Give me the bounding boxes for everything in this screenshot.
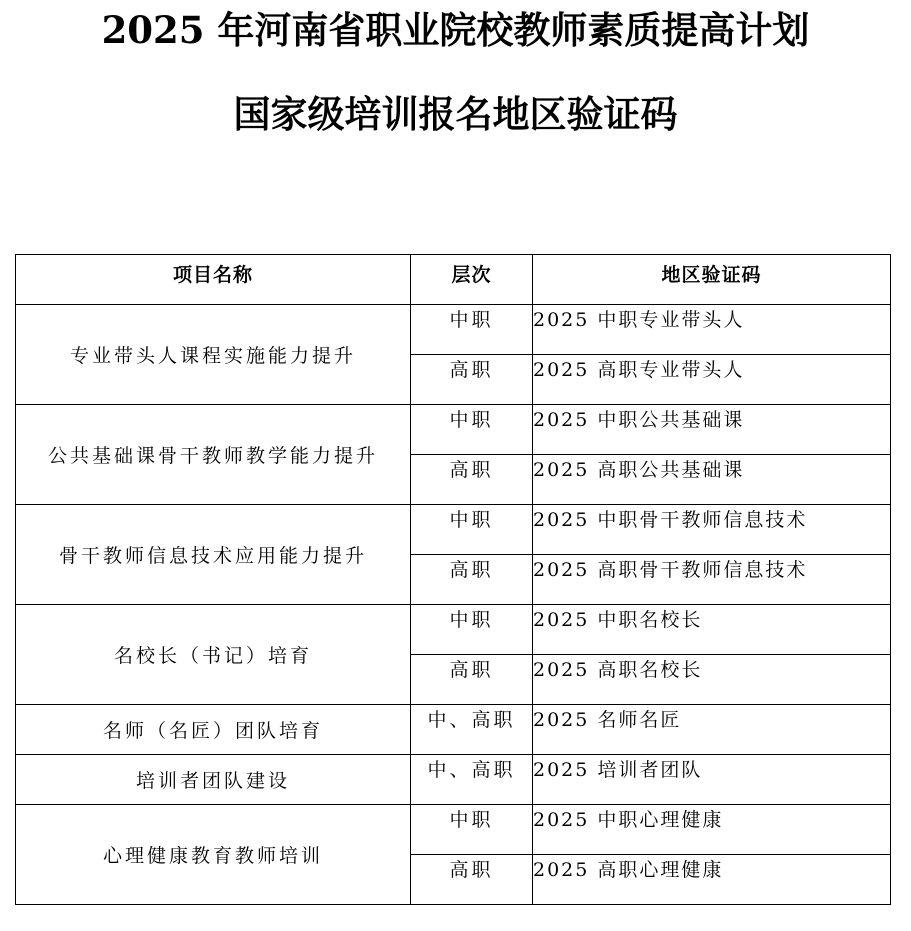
level-cell: 中职 xyxy=(411,505,533,555)
code-cell: 2025 高职名校长 xyxy=(533,655,891,705)
table-row xyxy=(16,605,891,655)
level-cell: 中职 xyxy=(411,605,533,655)
level-cell: 高职 xyxy=(411,655,533,705)
level-cell: 中职 xyxy=(411,405,533,455)
verification-code-table xyxy=(15,254,891,905)
code-cell: 2025 中职专业带头人 xyxy=(533,305,891,355)
header-level: 层次 xyxy=(411,255,533,305)
code-cell: 2025 高职专业带头人 xyxy=(533,355,891,405)
table-row xyxy=(16,405,891,455)
level-cell: 高职 xyxy=(411,555,533,605)
code-cell: 2025 名师名匠 xyxy=(533,705,891,755)
code-cell: 2025 中职心理健康 xyxy=(533,805,891,855)
project-name-cell: 骨干教师信息技术应用能力提升 xyxy=(16,505,411,605)
project-name-cell: 公共基础课骨干教师教学能力提升 xyxy=(16,405,411,505)
level-cell: 中、高职 xyxy=(411,705,533,755)
table-row xyxy=(16,505,891,555)
table-row xyxy=(16,705,891,755)
code-cell: 2025 中职骨干教师信息技术 xyxy=(533,505,891,555)
document-title: 2025 年河南省职业院校教师素质提高计划 xyxy=(101,8,810,52)
table-header-row xyxy=(16,255,891,305)
level-cell: 中职 xyxy=(411,805,533,855)
project-name-cell: 名校长（书记）培育 xyxy=(16,605,411,705)
level-cell: 高职 xyxy=(411,855,533,905)
project-name-cell: 培训者团队建设 xyxy=(16,755,411,805)
code-cell: 2025 培训者团队 xyxy=(533,755,891,805)
table-row xyxy=(16,805,891,855)
header-region-code: 地区验证码 xyxy=(533,255,891,305)
code-cell: 2025 中职名校长 xyxy=(533,605,891,655)
document-subtitle: 国家级培训报名地区验证码 xyxy=(233,92,678,136)
table-row xyxy=(16,305,891,355)
code-cell: 2025 中职公共基础课 xyxy=(533,405,891,455)
project-name-cell: 名师（名匠）团队培育 xyxy=(16,705,411,755)
code-cell: 2025 高职心理健康 xyxy=(533,855,891,905)
table-row xyxy=(16,755,891,805)
code-cell: 2025 高职骨干教师信息技术 xyxy=(533,555,891,605)
level-cell: 高职 xyxy=(411,455,533,505)
level-cell: 高职 xyxy=(411,355,533,405)
level-cell: 中、高职 xyxy=(411,755,533,805)
level-cell: 中职 xyxy=(411,305,533,355)
code-cell: 2025 高职公共基础课 xyxy=(533,455,891,505)
project-name-cell: 专业带头人课程实施能力提升 xyxy=(16,305,411,405)
project-name-cell: 心理健康教育教师培训 xyxy=(16,805,411,905)
header-project-name: 项目名称 xyxy=(16,255,411,305)
